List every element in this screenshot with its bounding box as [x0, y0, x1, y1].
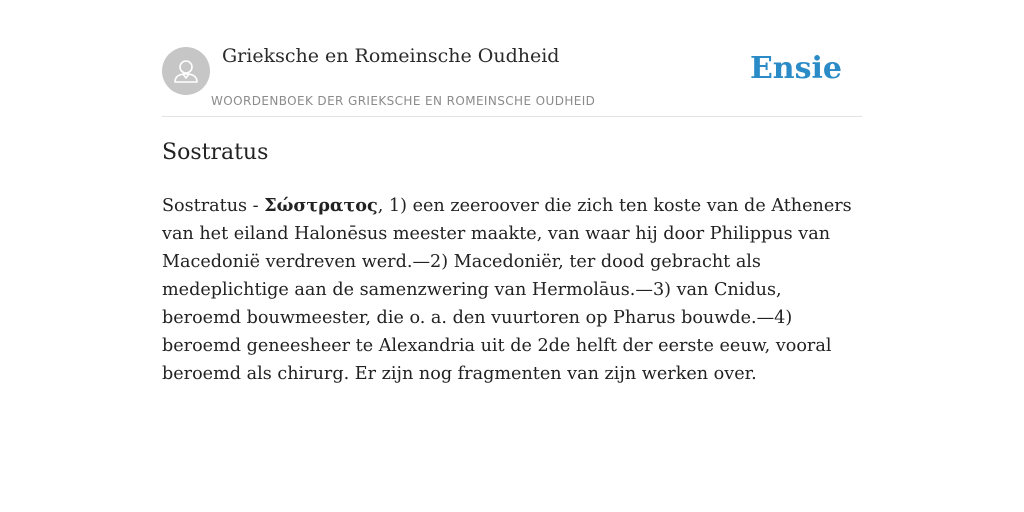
source-title[interactable]: Grieksche en Romeinsche Oudheid	[222, 45, 560, 67]
ensie-logo-link[interactable]: Ensie	[749, 51, 842, 86]
page-container	[162, 0, 862, 384]
entry-definition	[162, 192, 862, 388]
entry-greek-term: Σώστρατος	[264, 195, 378, 216]
entry-definition-text: , 1) een zeeroover die zich ten koste van de Atheners van het eiland Halonēsus meester maakte, van waar hij door Philippus van Macedonië verdreven werd.—2) Macedoniër, ter dood gebracht als medeplichtige aan de samenzwering van Hermolāus.—3) van Cnidus, beroemd bouwmeester, die o. a. den vuurtoren op Pharus bouwde.—4) beroemd geneesheer te Alexandria uit de 2de helft der eerste eeuw, vooral beroemd als chirurg. Er zijn nog fragmenten van zijn werken over.	[162, 196, 852, 384]
source-header	[162, 0, 862, 117]
source-subtitle[interactable]: WOORDENBOEK DER GRIEKSCHE EN ROMEINSCHE OUDHEID	[211, 94, 596, 108]
user-avatar-icon[interactable]	[162, 47, 210, 95]
entry-title: Sostratus	[162, 140, 269, 165]
entry-term: Sostratus	[162, 196, 248, 216]
entry-separator: -	[247, 196, 265, 216]
